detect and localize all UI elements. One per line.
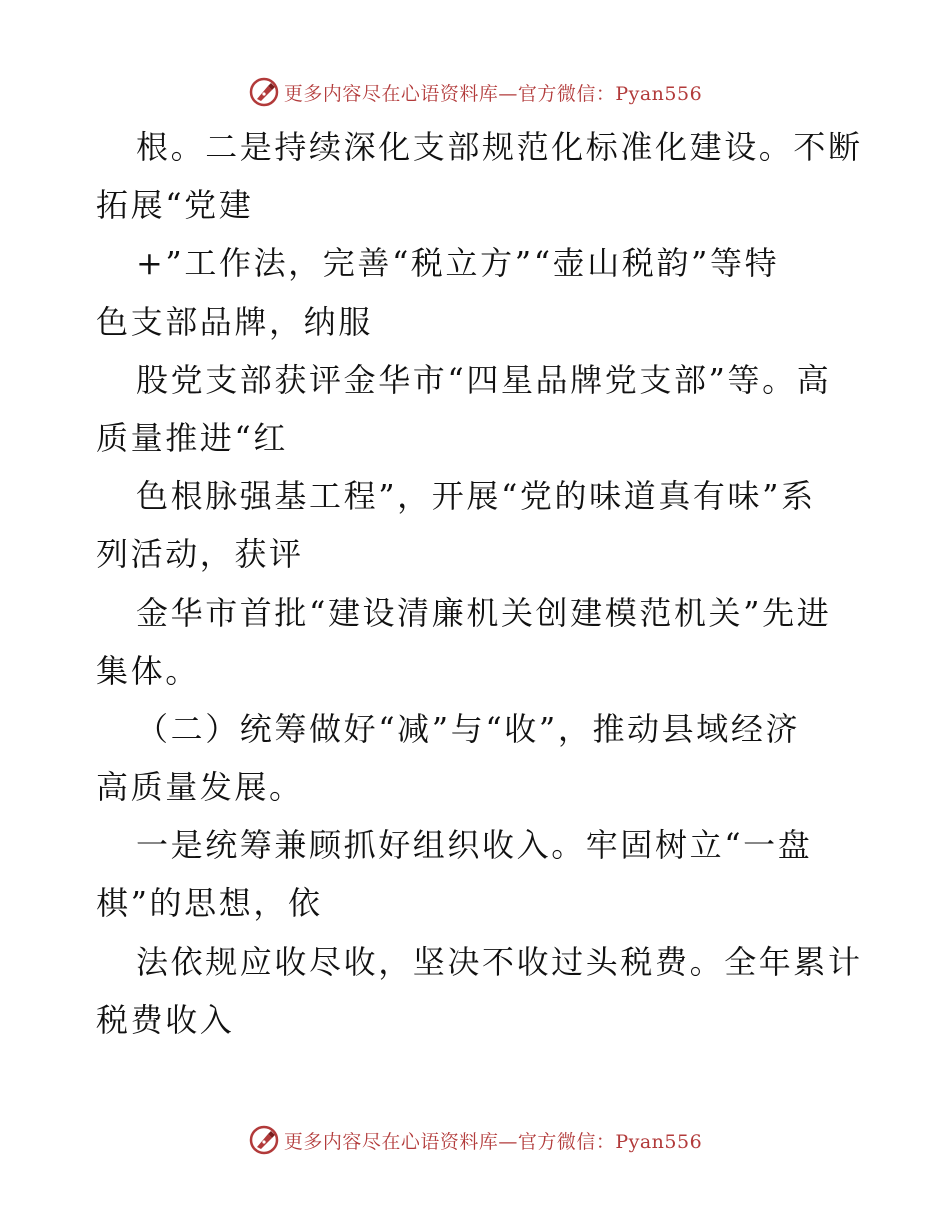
header-watermark [0,72,950,112]
text-line: 高质量发展。 [96,768,304,807]
text-line: 拓展“党建 [96,186,254,225]
text-line: 一是统筹兼顾抓好组织收入。牢固树立“一盘 [136,826,813,865]
text-line: 色支部品牌，纳服 [96,302,373,341]
text-line: 棋”的思想，依 [96,884,323,923]
text-line: 色根脉强基工程”，开展“党的味道真有味”系 [136,477,816,516]
text-line: 质量推进“红 [96,418,288,457]
text-line: 股党支部获评金华市“四星品牌党支部”等。高 [136,360,832,399]
text-line: 根。二是持续深化支部规范化标准化建设。不断 [136,128,863,166]
document-body [96,118,863,1049]
text-line: 列活动，获评 [96,535,304,574]
watermark-text: 更多内容尽在心语资料库—官方微信：Pyan556 [283,82,703,105]
watermark-text: 更多内容尽在心语资料库—官方微信：Pyan556 [283,1130,703,1153]
text-line: 法依规应收尽收，坚决不收过头税费。全年累计 [136,942,863,981]
text-line: +”工作法，完善“税立方”“壶山税韵”等特 [136,244,780,283]
pen-nib-logo-icon [248,76,280,108]
text-line: 金华市首批“建设清廉机关创建模范机关”先进 [136,593,832,632]
footer-watermark [0,1120,950,1160]
text-line: （二）统筹做好“减”与“收”，推动县域经济 [136,709,801,748]
pen-nib-logo-icon [248,1124,280,1156]
text-line: 集体。 [96,651,200,690]
text-line: 税费收入 [96,1000,235,1039]
